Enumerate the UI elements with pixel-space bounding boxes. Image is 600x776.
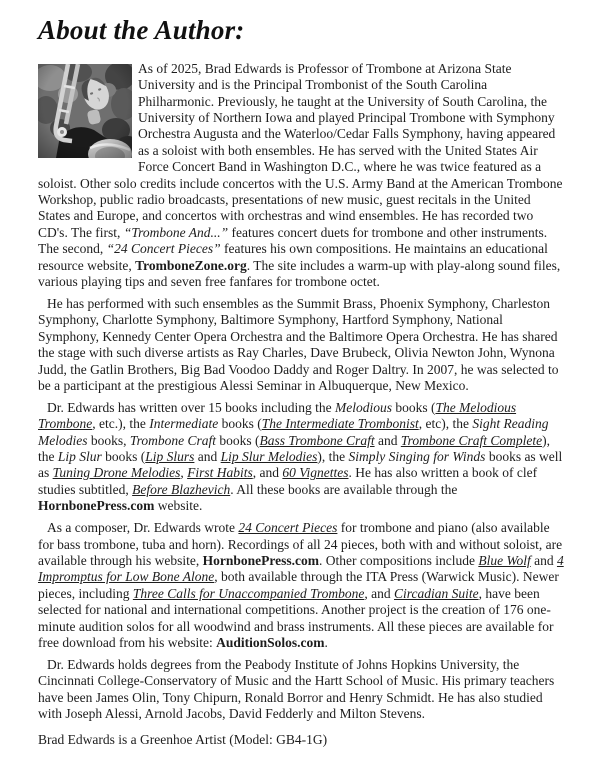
- text-run: Dr. Edwards holds degrees from the Peabody Institute of Johns Hopkins University, the Cincinnati College-Conservatory of Music and the Hartt School of Music. His primary teachers have been James Olin, Tony Chipurn, Ronald Borror and Henry Schmidt. He has also studied with Joseph Alessi, Arnold Jacobs, David Fedderly and Milton Stevens.: [38, 656, 555, 722]
- text-run: “Trombone And...”: [123, 224, 229, 240]
- text-run: Simply Singing for Winds: [348, 449, 486, 465]
- work-title: 60 Vignettes: [282, 465, 349, 481]
- paragraph: [38, 520, 566, 651]
- work-title: 24 Concert Pieces: [238, 520, 338, 536]
- text-run: . The site includes a warm-up with play-along sound files, various playing tips and seven free fanfares for trombone octet.: [38, 257, 561, 289]
- text-run: ), the: [317, 449, 349, 465]
- text-run: He has performed with such ensembles as the Summit Brass, Phoenix Symphony, Charleston Symphony, Charlotte Symphony, Baltimore Symphony, Hartford Symphony, National Symphony, Kennedy Center Opera Orchestra and the Baltimore Opera Orchestra. He has shared the stage with such diverse artists as Ray Charles, Dave Brubeck, Olivia Newton John, Wynona Judd, the Gatlin Brothers, Big Bad Voodoo Daddy and Roger Daltry. In 2007, he was selected to be a participant at the prestigious Alessi Seminar in Albuquerque, New Mexico.: [38, 295, 559, 393]
- work-title: Bass Trombone Craft: [259, 432, 375, 448]
- text-run: , etc), the: [418, 416, 473, 432]
- text-run: books,: [87, 432, 130, 448]
- text-run: and: [194, 449, 221, 465]
- author-photo: [38, 64, 132, 158]
- text-run: , etc.), the: [92, 416, 150, 432]
- text-run: and: [374, 432, 401, 448]
- text-run: Intermediate: [149, 416, 219, 432]
- text-run: , and: [364, 585, 394, 601]
- text-run: Dr. Edwards has written over 15 books including the: [47, 399, 335, 415]
- text-run: ), the: [38, 432, 550, 465]
- text-run: Lip Slur: [57, 449, 102, 465]
- work-title: Blue Wolf: [478, 552, 531, 568]
- paragraphs-container: [38, 61, 566, 723]
- text-run: Melodious: [334, 399, 392, 415]
- work-title: Three Calls for Unaccompanied Trombone: [132, 585, 365, 601]
- text-run: , both available through the ITA Press (Warwick Music). Newer pieces, including: [38, 569, 559, 601]
- work-title: Lip Slurs: [145, 449, 195, 465]
- website-name: AuditionSolos.com: [216, 635, 325, 650]
- work-title: Circadian Suite: [393, 585, 479, 601]
- paragraph: [38, 400, 566, 515]
- work-title: First Habits: [187, 465, 253, 481]
- work-title: 4 Impromptus for Low Bone Alone: [38, 552, 564, 585]
- page-title: About the Author:: [38, 15, 245, 45]
- website-name: TromboneZone.org: [135, 257, 247, 273]
- work-title: Before Blazhevich: [132, 481, 231, 497]
- text-run: features his own compositions. He maintains an educational resource website,: [38, 241, 548, 273]
- text-run: , have been selected for national and international competitions. Another project is the creation of 176 one-minute audition solos for all woodwind and brass instruments. All these pieces are available for free download from his website:: [38, 585, 554, 650]
- text-run: Trombone Craft: [129, 432, 217, 448]
- work-title: The Melodious Trombone: [38, 399, 517, 432]
- work-title: Tuning Drone Melodies: [52, 465, 181, 481]
- text-run: . He has also written a book of clef studies subtitled,: [38, 465, 538, 497]
- about-section: [38, 61, 566, 748]
- text-run: Sight Reading Melodies: [38, 416, 549, 448]
- paragraph: [38, 296, 566, 394]
- work-title: Lip Slur Melodies: [220, 449, 318, 465]
- text-run: As of 2025, Brad Edwards is Professor of Trombone at Arizona State University and is the Principal Trombonist of the South Carolina Philharmonic. Previously, he taught at the University of South Carolina, the University of Northern Iowa and played Principal Trombone with Symphony Orchestra Augusta and the Waterloo/Cedar Falls Symphony, having appeared as a soloist with both ensembles. He has served with the United States Air Force Concert Band in Washington D.C., where he was twice featured as a soloist. Other solo credits include concertos with the U.S. Army Band at the American Trombone Workshop, public radio broadcasts, presentations of new music, guest recitals in the United States and Europe, and concertos with orchestras and wind ensembles. He has recorded two CD's. The first,: [38, 60, 563, 240]
- text-run: “24 Concert Pieces”: [106, 241, 221, 257]
- paragraph: [38, 657, 566, 723]
- author-photo-image: [38, 64, 132, 158]
- text-run: books (: [218, 416, 262, 432]
- text-run: As a composer, Dr. Edwards wrote: [47, 520, 239, 536]
- text-run: . Other compositions include: [318, 552, 479, 568]
- text-run: . All these books are available through the: [230, 481, 458, 497]
- text-run: books (: [216, 432, 260, 448]
- text-run: .: [324, 635, 328, 650]
- text-run: books (: [101, 449, 146, 465]
- text-run: features concert duets for trombone and other instruments. The second,: [38, 224, 548, 257]
- website-name: HornbonePress.com: [38, 498, 155, 514]
- footer-note: Brad Edwards is a Greenhoe Artist (Model: GB4-1G): [38, 731, 328, 747]
- text-run: books (: [391, 399, 436, 415]
- text-run: ,: [180, 465, 188, 481]
- text-run: books as well as: [38, 449, 563, 481]
- text-run: website.: [154, 498, 203, 514]
- text-run: and: [530, 552, 557, 568]
- text-run: for trombone and piano (also available for bass trombone, tuba and horn). Recordings of all 24 pieces, both with and without soloist, are available through his website,: [38, 520, 563, 568]
- text-run: , and: [252, 465, 283, 481]
- work-title: The Intermediate Trombonist: [261, 416, 419, 432]
- website-name: HornbonePress.com: [202, 552, 319, 568]
- work-title: Trombone Craft Complete: [400, 432, 543, 448]
